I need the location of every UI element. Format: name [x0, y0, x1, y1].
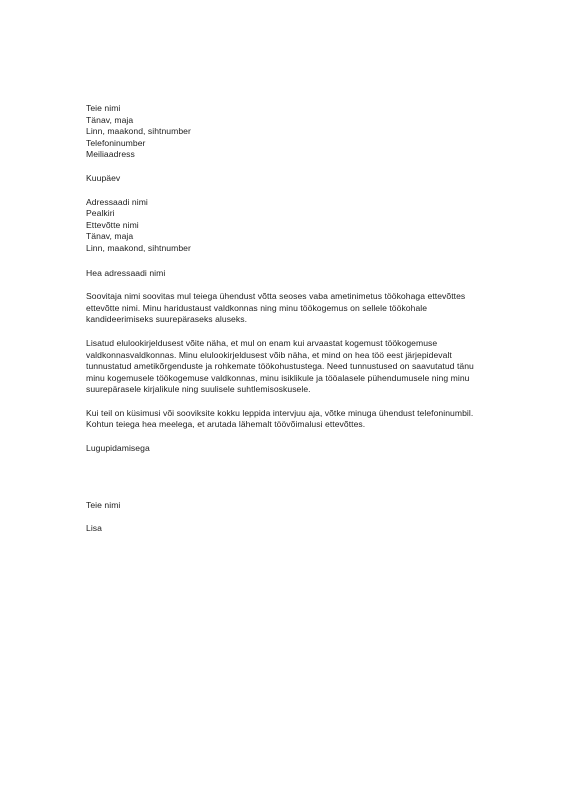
sender-phone: Telefoninumber [86, 137, 146, 148]
enclosure: Lisa [86, 523, 102, 534]
sender-email: Meiliaadress [86, 149, 135, 160]
sender-name: Teie nimi [86, 103, 121, 113]
paragraph-line: Soovitaja nimi soovitas mul teiega ühendust võtta seoses vaba ametinimetus töökohaga ettevõttes [86, 291, 466, 302]
sender-city: Linn, maakond, sihtnumber [86, 126, 191, 137]
recipient-street: Tänav, maja [86, 231, 134, 242]
letter-body [86, 103, 486, 535]
paragraph-line: kandideerimiseks suurepäraseks aluseks. [86, 314, 248, 325]
recipient-title: Pealkiri [86, 208, 115, 219]
paragraph-line: valdkonnasvaldkonnas. Minu elulookirjeldusest võib näha, et mind on hea töö eest järjepidevalt [86, 349, 452, 360]
letter-date: Kuupäev [86, 172, 121, 183]
signature-name: Teie nimi [86, 499, 121, 510]
salutation: Hea adressaadi nimi [86, 267, 166, 278]
paragraph-intro [86, 291, 486, 326]
recipient-company: Ettevõtte nimi [86, 219, 139, 230]
paragraph-line: ettevõtte nimi. Minu haridustaust valdkonnas ning minu töökogemus on sellele töökohale [86, 302, 428, 313]
paragraph-line: Lisatud elulookirjeldusest võite näha, et mul on enam kui arvaastat kogemust töökogemuse [86, 337, 438, 348]
paragraph-line: suurepärasele kirjalikule ning suulisele suhtlemisoskusele. [86, 384, 311, 395]
paragraph-line: Kui teil on küsimusi või sooviksite kokku leppida intervjuu aja, võtke minuga ühendust telefoninumbil. [86, 407, 474, 418]
paragraph-line: Kohtun teiega hea meelega, et arutada lähemalt töövõimalusi ettevõttes. [86, 419, 366, 430]
recipient-name: Adressaadi nimi [86, 196, 148, 207]
paragraph-contact [86, 408, 486, 431]
sender-street: Tänav, maja [86, 114, 134, 125]
recipient-address [86, 197, 486, 255]
paragraph-line: tunnustatud ametikõrgenduste ja rohkemate töökohustustega. Need tunnustused on saavutatud tänu [86, 361, 474, 372]
sender-address [86, 103, 486, 161]
recipient-city: Linn, maakond, sihtnumber [86, 242, 191, 253]
closing: Lugupidamisega [86, 443, 150, 454]
paragraph-line: minu kogemusele töökogemuse valdkonnas, minu isiklikule ja tööalasele pühendumusele ning minu [86, 372, 470, 383]
paragraph-experience [86, 338, 486, 396]
